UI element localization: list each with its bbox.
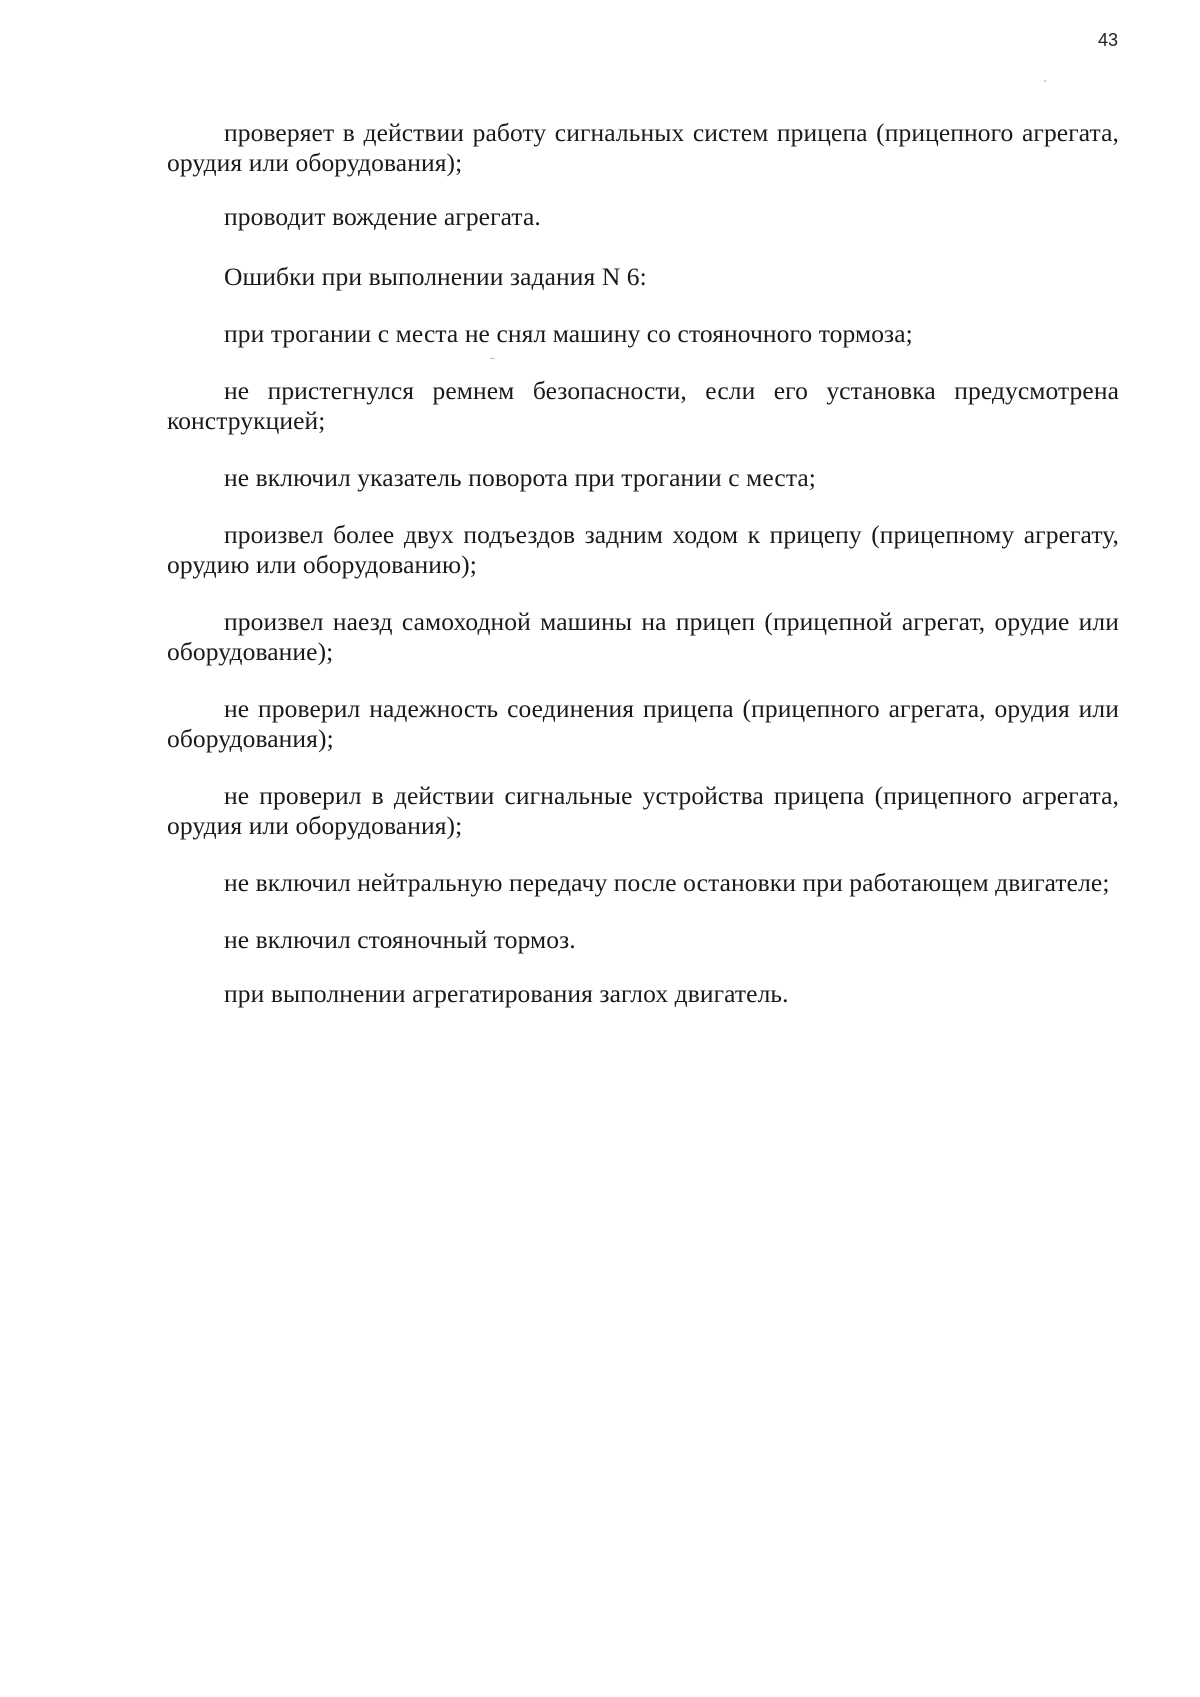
paragraph: произвел более двух подъездов задним ходом к прицепу (прицепному агрегату, орудию или оборудованию); (167, 520, 1119, 579)
document-body (167, 118, 1119, 1009)
paragraph: при выполнении агрегатирования заглох двигатель. (224, 979, 789, 1008)
paragraph: не включил стояночный тормоз. (224, 925, 576, 954)
scan-speck (1044, 80, 1046, 82)
paragraph: при трогании с места не снял машину со стояночного тормоза; (224, 319, 913, 348)
paragraph: не включил нейтральную передачу после остановки при работающем двигателе; (224, 868, 1110, 897)
paragraph: проводит вождение агрегата. (224, 202, 541, 231)
paragraph: не проверил надежность соединения прицепа (прицепного агрегата, орудия или оборудования); (167, 694, 1119, 753)
section-heading: Ошибки при выполнении задания N 6: (224, 262, 647, 291)
paragraph: произвел наезд самоходной машины на прицеп (прицепной агрегат, орудие или оборудование); (167, 607, 1119, 666)
paragraph: не пристегнулся ремнем безопасности, если его установка предусмотрена конструкцией; (167, 376, 1119, 435)
page-number: 43 (1097, 30, 1118, 50)
paragraph: не проверил в действии сигнальные устройства прицепа (прицепного агрегата, орудия или оборудования); (167, 781, 1119, 840)
paragraph: не включил указатель поворота при трогании с места; (224, 463, 816, 492)
paragraph: проверяет в действии работу сигнальных систем прицепа (прицепного агрегата, орудия или оборудования); (167, 118, 1119, 177)
